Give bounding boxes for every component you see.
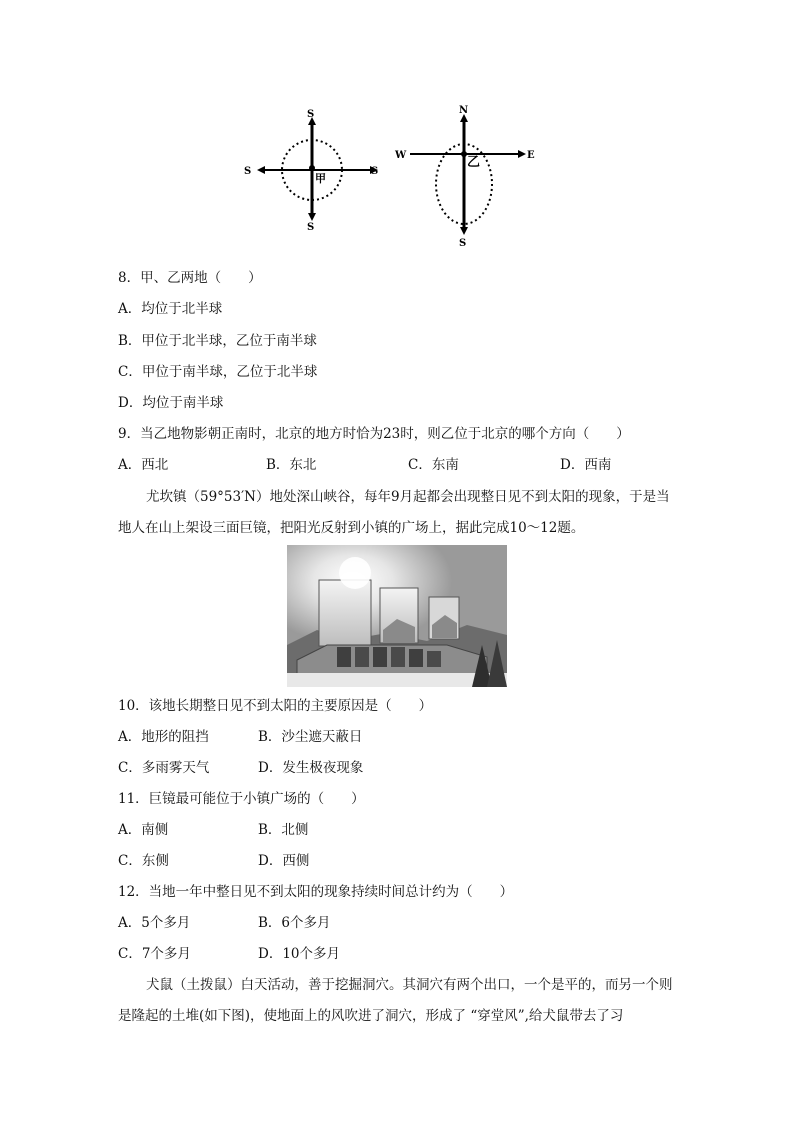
q11-options-row1 xyxy=(118,821,678,839)
q9-stem: 9．当乙地物影朝正南时，北京的地方时恰为23时，则乙位于北京的哪个方向（ ） xyxy=(118,426,630,442)
q11-options-row2 xyxy=(118,852,678,870)
sun-path-diagram xyxy=(235,100,555,260)
q9-options-row xyxy=(118,456,678,474)
q10-stem: 10．该地长期整日见不到太阳的主要原因是（ ） xyxy=(118,698,433,714)
yi-top-label: N xyxy=(459,105,469,116)
q12-option-d: D．10个多月 xyxy=(258,946,341,962)
q12-options-row2 xyxy=(118,945,678,963)
diagram-jia xyxy=(244,109,378,233)
jia-bottom-label: S xyxy=(307,222,315,233)
passage-rjukan: 尤坎镇（59°53′N）地处深山峡谷，每年9月起都会出现整日见不到太阳的现象，于是当地人在山上架设三面巨镜，把阳光反射到小镇的广场上，据此完成10～12题。 xyxy=(118,489,670,536)
q11-option-a: A．南侧 xyxy=(118,822,169,838)
q11-stem: 11．巨镜最可能位于小镇广场的（ ） xyxy=(118,791,365,807)
q8-stem: 8．甲、乙两地（ ） xyxy=(118,270,262,286)
q11-option-c: C．东侧 xyxy=(118,853,169,869)
yi-right-label: E xyxy=(527,150,535,161)
q10-options-row1 xyxy=(118,728,678,746)
passage-prairie-dog: 犬鼠（土拨鼠）白天活动，善于挖掘洞穴。其洞穴有两个出口，一个是平的，而另一个则是隆起的土堆(如下图)，使地面上的风吹进了洞穴，形成了 “穿堂风”,给犬鼠带去了习 xyxy=(118,977,673,1024)
diagram-yi xyxy=(394,105,535,249)
q9-option-d: D．西南 xyxy=(560,457,612,473)
q9-option-b: B．东北 xyxy=(266,457,317,473)
q10-option-d: D．发生极夜现象 xyxy=(258,760,364,776)
yi-bottom-label: S xyxy=(459,238,467,249)
mirror-photo xyxy=(287,545,507,687)
jia-right-label: S xyxy=(371,166,379,177)
q10-option-b: B．沙尘遮天蔽日 xyxy=(258,729,363,745)
q8-option-c: C．甲位于南半球，乙位于北半球 xyxy=(118,364,318,380)
q10-options-row2 xyxy=(118,759,678,777)
q10-option-c: C．多雨雾天气 xyxy=(118,760,210,776)
jia-label: 甲 xyxy=(315,172,326,185)
jia-top-label: S xyxy=(307,109,315,120)
q12-option-c: C．7个多月 xyxy=(118,946,191,962)
q8-option-d: D．均位于南半球 xyxy=(118,395,224,411)
q8-option-b: B．甲位于北半球，乙位于南半球 xyxy=(118,333,317,349)
q9-option-c: C．东南 xyxy=(408,457,459,473)
yi-label: 乙 xyxy=(467,155,481,170)
q12-option-b: B．6个多月 xyxy=(258,915,331,931)
q11-option-b: B．北侧 xyxy=(258,822,309,838)
q10-option-a: A．地形的阻挡 xyxy=(118,729,209,745)
jia-left-label: S xyxy=(244,166,252,177)
q11-option-d: D．西侧 xyxy=(258,853,310,869)
q8-option-a: A．均位于北半球 xyxy=(118,301,223,317)
q12-option-a: A．5个多月 xyxy=(118,915,191,931)
q12-stem: 12．当地一年中整日见不到太阳的现象持续时间总计约为（ ） xyxy=(118,884,514,900)
q12-options-row1 xyxy=(118,914,678,932)
q9-option-a: A．西北 xyxy=(118,457,169,473)
yi-left-label: W xyxy=(395,150,407,161)
